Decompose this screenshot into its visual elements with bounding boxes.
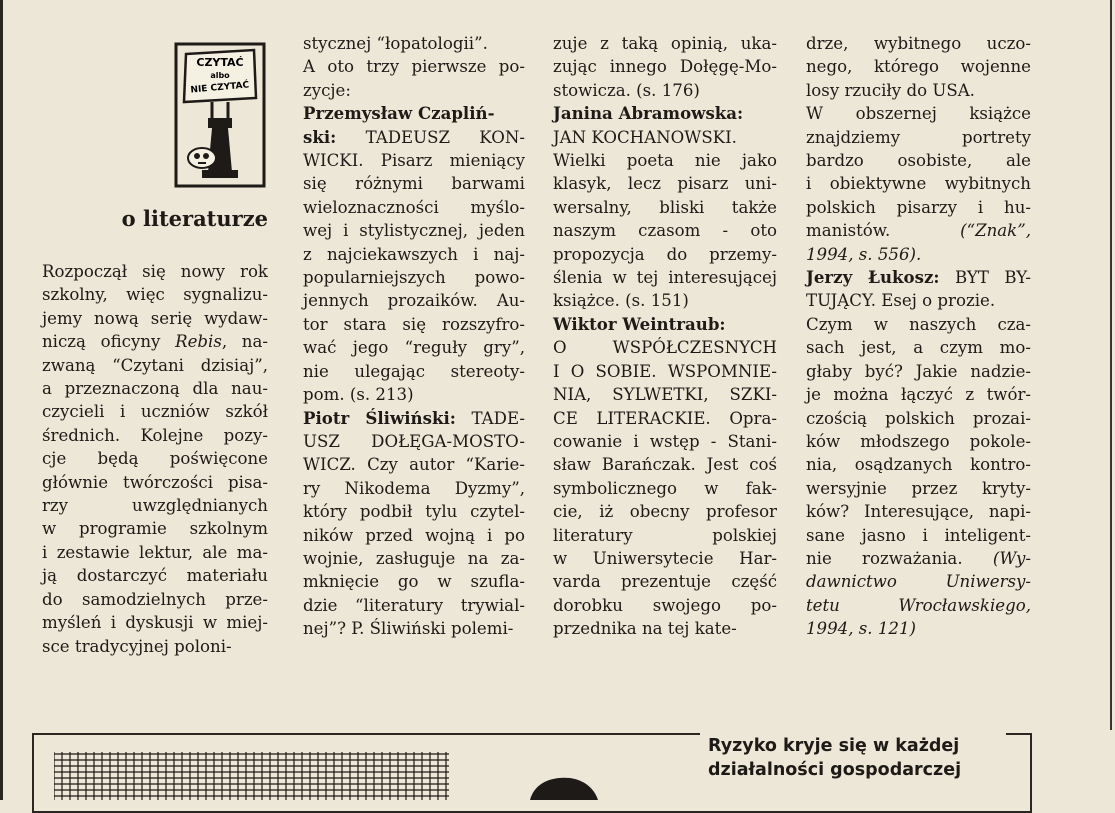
page-right-rule [1110,0,1112,730]
text-line: głównie twórczości pisa- [42,472,268,492]
text-line: ślenia w tej interesującej [553,268,777,288]
text-line: manistów. (“Znak”, [806,221,1031,241]
text-line: jennych prozaików. Au- [303,291,525,311]
text-line: klasyk, lecz pisarz uni- [553,174,777,194]
text-line: wersyjnie przez kryty- [806,478,1031,498]
text-line: cje będą poświęcone [42,449,268,469]
text-line: mknięcie go w szufla- [303,572,525,592]
text-line: wać jego “reguły gry”, [303,338,525,358]
text-line: Czym w naszych cza- [806,314,1031,334]
text-line: Wiktor Weintraub: [553,313,726,334]
text-line: sce tradycyjnej poloni- [42,636,232,656]
text-line: Rozpoczął się nowy rok [42,262,268,281]
text-line: I O SOBIE. WSPOMNIE- [553,361,777,381]
text-line: NIA, SYLWETKI, SZKI- [553,385,777,405]
text-line: cie, iż obecny profesor [553,502,777,522]
banner-headline-line-2: działalności gospodarczej [708,760,962,780]
text-line: literatury polskiej [553,525,777,545]
text-line: TUJĄCY. Esej o prozie. [806,291,996,311]
text-line: Jerzy Łukosz: BYT BY- [806,267,1031,288]
text-line: polskich pisarzy i hu- [806,197,1031,217]
dark-illustration-shape [520,774,600,800]
text-line: który podbił tylu czytel- [303,502,525,522]
text-line: dawnictwo Uniwersy- [806,572,1031,592]
text-line: O WSPÓŁCZESNYCH [553,338,777,358]
text-line: średnich. Kolejne pozy- [42,425,268,445]
text-line: stycznej “łopatologii”. [303,34,488,53]
logo-text-bottom: NIE CZYTAĆ [190,80,250,96]
text-line: zuje z taką opinią, uka- [553,34,777,53]
text-line: wojnie, zasługuje na za- [303,548,525,568]
text-line: nej”? P. Śliwiński polemi- [303,619,514,639]
text-line: przednika na tej kate- [553,619,737,639]
text-line: ją dostarczyć materiału [42,566,268,586]
text-line: A oto trzy pierwsze po- [303,57,525,77]
text-line: nie ulegając stereoty- [303,361,525,381]
text-line: CE LITERACKIE. Opra- [553,408,777,428]
text-line: nego, którego wojenne [806,57,1031,77]
text-line: zując innego Dołęgę-Mo- [553,57,777,77]
logo-text-mid: albo [210,71,230,80]
text-line: wersalny, bliski także [553,197,777,217]
text-line: JAN KOCHANOWSKI. [553,127,737,147]
text-line: i zestawie lektur, ale ma- [42,542,268,562]
text-line: niczą oficyny Rebis, na- [42,332,268,352]
text-line: cowanie i wstęp - Stani- [553,431,777,451]
text-line: do samodzielnych prze- [42,589,268,609]
text-line: dzie “literatury trywial- [303,595,525,615]
logo-text-top: CZYTAĆ [196,56,244,69]
text-line: pom. (s. 213) [303,385,414,405]
text-line: zycje: [303,80,351,100]
article-column-2 [303,32,525,641]
text-line: sach jest, a czym mo- [806,338,1031,358]
text-line: Wielki poeta nie jako [553,151,777,171]
text-line: zwaną “Czytani dzisiaj”, [42,355,268,375]
czytac-logo [172,40,268,190]
text-line: stowicza. (s. 176) [553,80,700,100]
banner-headline [700,732,1006,782]
text-line: nia, osądzanych kontro- [806,455,1031,475]
text-line: ków młodszego pokole- [806,431,1031,451]
text-line: ry Nikodema Dyzmy”, [303,478,525,498]
article-column-3 [553,32,777,641]
text-line: varda prezentuje część [553,572,777,592]
text-line: bardzo osobiste, ale [806,151,1031,171]
text-line: propozycja do przemy- [553,244,777,264]
text-line: je można łączyć z twór- [806,385,1031,405]
text-line: w programie szkolnym [42,519,268,539]
text-line: tetu Wrocławskiego, [806,595,1031,615]
text-line: wieloznaczności myślo- [303,197,525,217]
text-line: Janina Abramowska: [553,103,744,124]
text-line: myśleń i dyskusji w miej- [42,613,268,633]
czytac-logo-illustration [172,40,268,190]
text-line: W obszernej książce [806,104,1031,124]
text-line: głaby być? Jakie nadzie- [806,361,1031,381]
text-line: losy rzuciły do USA. [806,80,975,100]
text-line: a przeznaczoną dla nau- [42,379,268,399]
text-line: czością polskich prozai- [806,408,1031,428]
text-line: ski: TADEUSZ KON- [303,126,525,147]
text-line: Przemysław Czapliń- [303,103,495,124]
text-line: popularniejszych powo- [303,268,525,288]
text-line: symbolicznego w fak- [553,478,777,498]
text-line: czycieli i uczniów szkół [42,402,268,422]
text-line: 1994, s. 121) [806,619,916,639]
text-line: naszym czasom - oto [553,221,777,241]
text-line: WICKI. Pisarz mieniący [303,151,525,171]
text-line: rzy uwzględnianych [42,496,268,516]
text-line: wej i stylistycznej, jeden [303,221,525,241]
text-line: USZ DOŁĘGA-MOSTO- [303,431,525,451]
text-line: jemy nową serię wydaw- [42,308,268,328]
section-heading: o literaturze [121,206,268,231]
text-line: się różnymi barwami [303,174,525,194]
text-line: znajdziemy portrety [806,127,1031,147]
text-line: 1994, s. 556). [806,244,922,264]
text-line: drze, wybitnego uczo- [806,34,1031,53]
text-line: z najciekawszych i naj- [303,244,525,264]
text-line: w Uniwersytecie Har- [553,548,777,568]
text-line: ników przed wojną i po [303,525,525,545]
article-column-4 [806,32,1031,641]
text-line: sane jasno i inteligent- [806,525,1031,545]
text-line: ków? Interesujące, napi- [806,502,1031,522]
text-line: i obiektywne wybitnych [806,174,1031,194]
text-line: Piotr Śliwiński: TADE- [303,407,525,428]
text-line: szkolny, więc sygnalizu- [42,285,268,305]
page-left-rule [0,0,3,800]
text-line: sław Barańczak. Jest coś [553,455,777,475]
text-line: książce. (s. 151) [553,291,689,311]
text-line: dorobku swojego po- [553,595,777,615]
text-line: nie rozważania. (Wy- [806,548,1031,568]
grid-illustration [54,752,449,800]
text-line: tor stara się rozszyfro- [303,314,525,334]
text-line: WICZ. Czy autor “Karie- [303,455,525,475]
banner-headline-line-1: Ryzyko kryje się w każdej [708,736,960,756]
article-column-1 [42,260,268,658]
